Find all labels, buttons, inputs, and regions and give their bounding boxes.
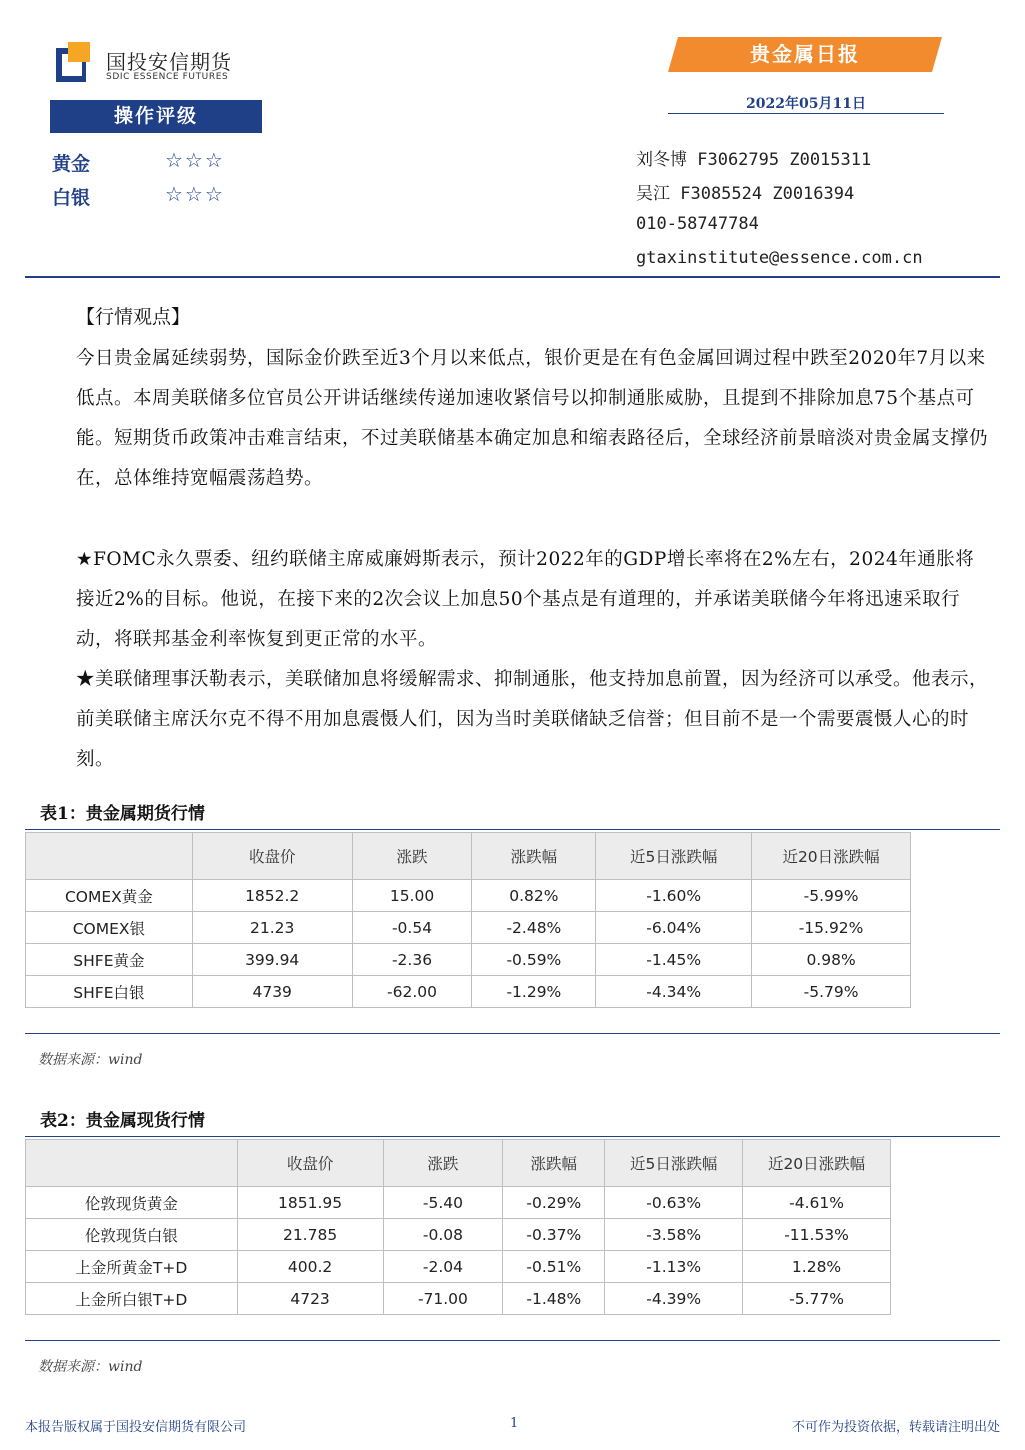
futures-table [25, 832, 911, 1008]
rating-metal-gold: 黄金 [52, 153, 91, 175]
table-cell: -0.08 [383, 1219, 503, 1251]
table-cell: 伦敦现货黄金 [26, 1187, 238, 1219]
table-header-cell: 收盘价 [192, 833, 352, 880]
table-header-cell [26, 1140, 238, 1187]
news-paragraph-1: ★FOMC永久票委、纽约联储主席威廉姆斯表示，预计2022年的GDP增长率将在2%左右，2024年通胀将接近2%的目标。他说，在接下来的2次会议上加息50个基点是有道理的，并承诺美联储今年将迅速采取行动，将联邦基金利率恢复到更正常的水平。 [76, 549, 975, 650]
table1-source: 数据来源：wind [38, 1052, 143, 1068]
table1-top-rule [25, 829, 1000, 830]
table-header-cell: 涨跌 [383, 1140, 503, 1187]
market-view-paragraph: 今日贵金属延续弱势，国际金价跌至近3个月以来低点，银价更是在有色金属回调过程中跌至2020年7月以来低点。本周美联储多位官员公开讲话继续传递加速收紧信号以抑制通胀威胁，且提到不排除加息75个基点可能。短期货币政策冲击难言结束，不过美联储基本确定加息和缩表路径后，全球经济前景暗淡对贵金属支撑仍在，总体维持宽幅震荡趋势。 [76, 348, 989, 489]
table-row [26, 1283, 891, 1315]
date-underline [668, 113, 944, 114]
rating-stars-silver: ☆☆☆ [165, 182, 225, 206]
table-header-row [26, 833, 911, 880]
table-cell: SHFE白银 [26, 976, 193, 1008]
table-row [26, 1187, 891, 1219]
table-row [26, 1219, 891, 1251]
table-row [26, 1251, 891, 1283]
rating-stars-gold: ☆☆☆ [165, 148, 225, 172]
table-cell: -5.40 [383, 1187, 503, 1219]
table-header-row [26, 1140, 891, 1187]
table-header-cell: 近5日涨跌幅 [605, 1140, 743, 1187]
rating-metal-silver: 白银 [52, 187, 91, 209]
table-cell: 上金所黄金T+D [26, 1251, 238, 1283]
table-header-cell: 涨跌幅 [503, 1140, 605, 1187]
table2-bottom-rule [25, 1340, 1000, 1341]
table-cell: 伦敦现货白银 [26, 1219, 238, 1251]
table-cell: -3.58% [605, 1219, 743, 1251]
table-header-cell [26, 833, 193, 880]
spot-table [25, 1139, 891, 1315]
report-date: 2022年05月11日 [746, 96, 866, 112]
table-cell: -1.48% [503, 1283, 605, 1315]
table-cell: -5.77% [743, 1283, 891, 1315]
contact-email[interactable]: gtaxinstitute@essence.com.cn [636, 248, 923, 268]
report-title: 贵金属日报 [750, 42, 860, 66]
table-cell: 上金所白银T+D [26, 1283, 238, 1315]
table-cell: -0.54 [352, 912, 472, 944]
table-cell: 21.23 [192, 912, 352, 944]
header-divider [25, 276, 1000, 278]
table-cell: -11.53% [743, 1219, 891, 1251]
table-row [26, 976, 911, 1008]
contact-phone: 010-58747784 [636, 214, 759, 234]
table-cell: -71.00 [383, 1283, 503, 1315]
table-row [26, 944, 911, 976]
news-paragraph-2: ★美联储理事沃勒表示，美联储加息将缓解需求、抑制通胀，他支持加息前置，因为经济可以承受。他表示，前美联储主席沃尔克不得不用加息震慑人们，因为当时美联储缺乏信誉；但目前不是一个需要震慑人心的时刻。 [76, 669, 989, 770]
table-cell: -0.59% [472, 944, 596, 976]
table-cell: -2.04 [383, 1251, 503, 1283]
table-cell: -0.63% [605, 1187, 743, 1219]
table2-source: 数据来源：wind [38, 1359, 143, 1375]
table-cell: 1851.95 [237, 1187, 383, 1219]
company-name-cn: 国投安信期货 [106, 50, 232, 74]
table1-bottom-rule [25, 1033, 1000, 1034]
table-cell: 1.28% [743, 1251, 891, 1283]
table-cell: 1852.2 [192, 880, 352, 912]
table-cell: -6.04% [596, 912, 752, 944]
table-cell: -4.34% [596, 976, 752, 1008]
table-cell: 399.94 [192, 944, 352, 976]
table-cell: -1.60% [596, 880, 752, 912]
table-header-cell: 近20日涨跌幅 [752, 833, 911, 880]
table-cell: 400.2 [237, 1251, 383, 1283]
page-number: 1 [510, 1416, 519, 1431]
rating-title: 操作评级 [50, 100, 262, 133]
analyst-1: 刘冬博 F3062795 Z0015311 [636, 150, 872, 170]
footer-copyright: 本报告版权属于国投安信期货有限公司 [25, 1420, 247, 1435]
table-cell: 4739 [192, 976, 352, 1008]
table-cell: -0.37% [503, 1219, 605, 1251]
table-cell: -5.99% [752, 880, 911, 912]
table-cell: 15.00 [352, 880, 472, 912]
table-cell: 21.785 [237, 1219, 383, 1251]
table-cell: 4723 [237, 1283, 383, 1315]
table-cell: 0.82% [472, 880, 596, 912]
table-cell: -15.92% [752, 912, 911, 944]
table2-top-rule [25, 1136, 1000, 1137]
table-cell: -2.36 [352, 944, 472, 976]
table-header-cell: 涨跌幅 [472, 833, 596, 880]
table-row [26, 912, 911, 944]
table-cell: -0.29% [503, 1187, 605, 1219]
table-cell: -62.00 [352, 976, 472, 1008]
table-cell: -1.45% [596, 944, 752, 976]
table-cell: COMEX黄金 [26, 880, 193, 912]
table-cell: 0.98% [752, 944, 911, 976]
table-cell: -0.51% [503, 1251, 605, 1283]
table-cell: -5.79% [752, 976, 911, 1008]
section-heading: 【行情观点】 [76, 306, 191, 328]
table1-title: 表1：贵金属期货行情 [40, 804, 205, 824]
table-header-cell: 涨跌 [352, 833, 472, 880]
company-name-en: SDIC ESSENCE FUTURES [106, 72, 229, 82]
table-cell: -1.29% [472, 976, 596, 1008]
table-header-cell: 近20日涨跌幅 [743, 1140, 891, 1187]
table-cell: -4.61% [743, 1187, 891, 1219]
table2-title: 表2：贵金属现货行情 [40, 1111, 205, 1131]
company-logo-icon [52, 42, 98, 86]
analyst-2: 吴江 F3085524 Z0016394 [636, 184, 855, 204]
table-header-cell: 近5日涨跌幅 [596, 833, 752, 880]
table-cell: -1.13% [605, 1251, 743, 1283]
footer-disclaimer: 不可作为投资依据，转载请注明出处 [791, 1420, 1000, 1435]
table-header-cell: 收盘价 [237, 1140, 383, 1187]
table-cell: -4.39% [605, 1283, 743, 1315]
table-row [26, 880, 911, 912]
table-cell: COMEX银 [26, 912, 193, 944]
table-cell: -2.48% [472, 912, 596, 944]
table-cell: SHFE黄金 [26, 944, 193, 976]
